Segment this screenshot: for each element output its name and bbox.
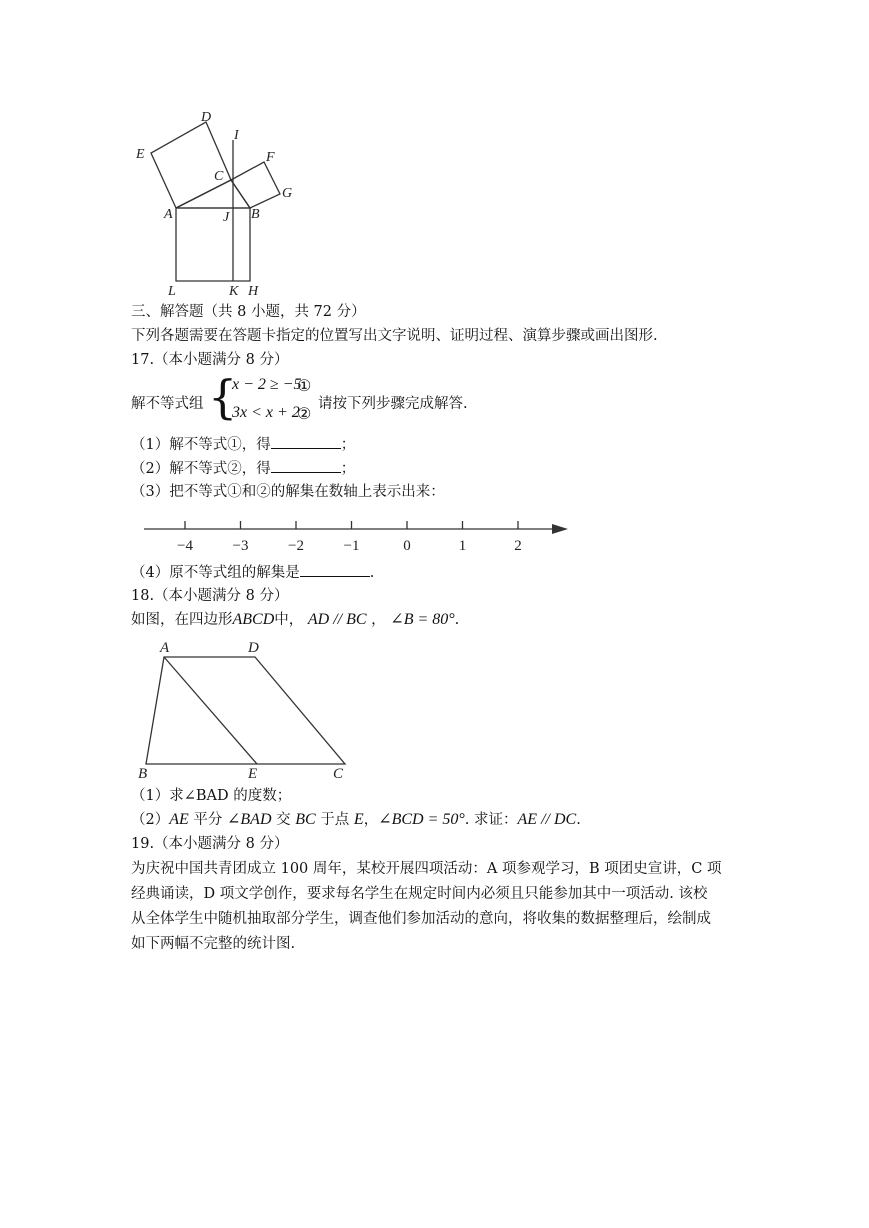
q18-header: 18.（本小题满分 8 分） — [131, 588, 289, 604]
q18-intro-mid: 中， — [274, 612, 304, 628]
part2-a: （2） — [131, 812, 170, 828]
q17-after: 请按下列步骤完成解答. — [318, 396, 468, 412]
square-adeh — [151, 122, 231, 208]
number-line-tick-label: 0 — [403, 538, 411, 554]
circle-1: ① — [297, 376, 312, 395]
number-line-tick-label: 2 — [514, 538, 522, 554]
label-a: A — [164, 207, 173, 222]
part2-m: . — [576, 812, 581, 828]
part2-d: ∠BAD — [227, 811, 272, 828]
q18-comma: ， — [371, 612, 386, 628]
triangle-abc — [176, 180, 250, 208]
step1-answer-blank[interactable] — [271, 434, 341, 449]
part2-g: 于点 — [315, 812, 354, 828]
q19-line1: 为庆祝中国共青团成立 100 周年，某校开展四项活动：A 项参观学习，B 项团史宣讲，C 项 — [131, 861, 722, 877]
number-line-tick-label: −1 — [343, 538, 360, 554]
circle-2: ② — [297, 404, 312, 423]
step1-prefix: （1）解不等式①，得 — [131, 437, 271, 453]
label-c: C — [333, 766, 344, 782]
q17-step2 — [131, 458, 355, 479]
label-a: A — [160, 640, 170, 656]
label-e: E — [248, 766, 258, 782]
step2-prefix: （2）解不等式②，得 — [131, 461, 271, 477]
step4-prefix: （4）原不等式组的解集是 — [131, 565, 300, 581]
number-line-tick-label: 1 — [458, 538, 467, 554]
part2-e: 交 — [271, 812, 296, 828]
q18-end: . — [454, 612, 460, 628]
part2-c: 平分 — [188, 812, 227, 828]
q17-step1 — [131, 434, 355, 455]
part2-b: AE — [169, 811, 189, 828]
q18-part2 — [131, 810, 581, 830]
label-h: H — [248, 284, 259, 299]
step2-suffix: ； — [340, 461, 356, 477]
brace-symbol: { — [208, 370, 238, 424]
q19-line2: 经典诵读，D 项文学创作，要求每名学生在规定时间内必须且只能参加其中一项活动. 该校 — [131, 886, 708, 902]
step4-answer-blank[interactable] — [300, 562, 370, 577]
step1-suffix: ； — [340, 437, 356, 453]
q17-step4 — [131, 562, 374, 583]
label-c: C — [214, 169, 224, 184]
label-b: B — [251, 207, 260, 222]
square-abhl — [176, 208, 250, 281]
q17-intro: 解不等式组 — [131, 396, 204, 412]
q19-line4: 如下两幅不完整的统计图. — [131, 936, 296, 952]
q19-line3: 从全体学生中随机抽取部分学生，调查他们参加活动的意向，将收集的数据整理后，绘制成 — [131, 911, 711, 927]
trapezoid-abcd — [146, 657, 345, 764]
inequality-1: x − 2 ≥ −5 — [232, 376, 302, 393]
label-b: B — [138, 766, 148, 782]
number-line-tick-label: −2 — [288, 538, 304, 554]
geometry-figure-squares — [130, 100, 300, 300]
q18-intro — [131, 610, 459, 630]
label-i: I — [234, 128, 239, 143]
step2-answer-blank[interactable] — [271, 458, 341, 473]
label-l: L — [168, 284, 176, 299]
part2-i: ， — [363, 812, 379, 828]
label-g: G — [282, 186, 293, 201]
label-d: D — [248, 640, 259, 656]
q17-header: 17.（本小题满分 8 分） — [131, 352, 289, 368]
number-line-arrow — [552, 524, 568, 534]
angle-b-statement: ∠B = 80° — [390, 611, 455, 628]
step4-suffix: . — [369, 565, 375, 581]
label-e: E — [136, 147, 145, 162]
part2-f: BC — [295, 811, 316, 828]
part2-l: AE // DC — [517, 811, 577, 828]
section-instruction: 下列各题需要在答题卡指定的位置写出文字说明、证明过程、演算步骤或画出图形. — [131, 328, 658, 344]
part2-k: . 求证： — [464, 812, 518, 828]
square-bcfg — [231, 162, 280, 208]
parallel-statement: AD // BC — [307, 611, 367, 628]
label-d: D — [201, 110, 212, 125]
inequality-2: 3x < x + 2 — [232, 404, 300, 421]
label-k: K — [229, 284, 239, 299]
number-line — [140, 515, 572, 555]
q18-part1: （1）求∠BAD 的度数； — [131, 788, 292, 804]
quad-name: ABCD — [232, 611, 275, 628]
label-j: J — [223, 210, 230, 225]
segment-ae — [164, 657, 257, 764]
label-f: F — [266, 150, 275, 165]
q18-intro-prefix: 如图，在四边形 — [131, 612, 233, 628]
q19-header: 19.（本小题满分 8 分） — [131, 836, 289, 852]
trapezoid-figure — [130, 636, 350, 782]
q17-step3: （3）把不等式①和②的解集在数轴上表示出来： — [131, 484, 445, 500]
number-line-tick-label: −4 — [177, 538, 193, 554]
section-heading: 三、解答题（共 8 小题，共 72 分） — [131, 304, 366, 320]
part2-j: ∠BCD = 50° — [378, 811, 465, 828]
part2-h: E — [353, 811, 364, 828]
number-line-tick-label: −3 — [232, 538, 249, 554]
